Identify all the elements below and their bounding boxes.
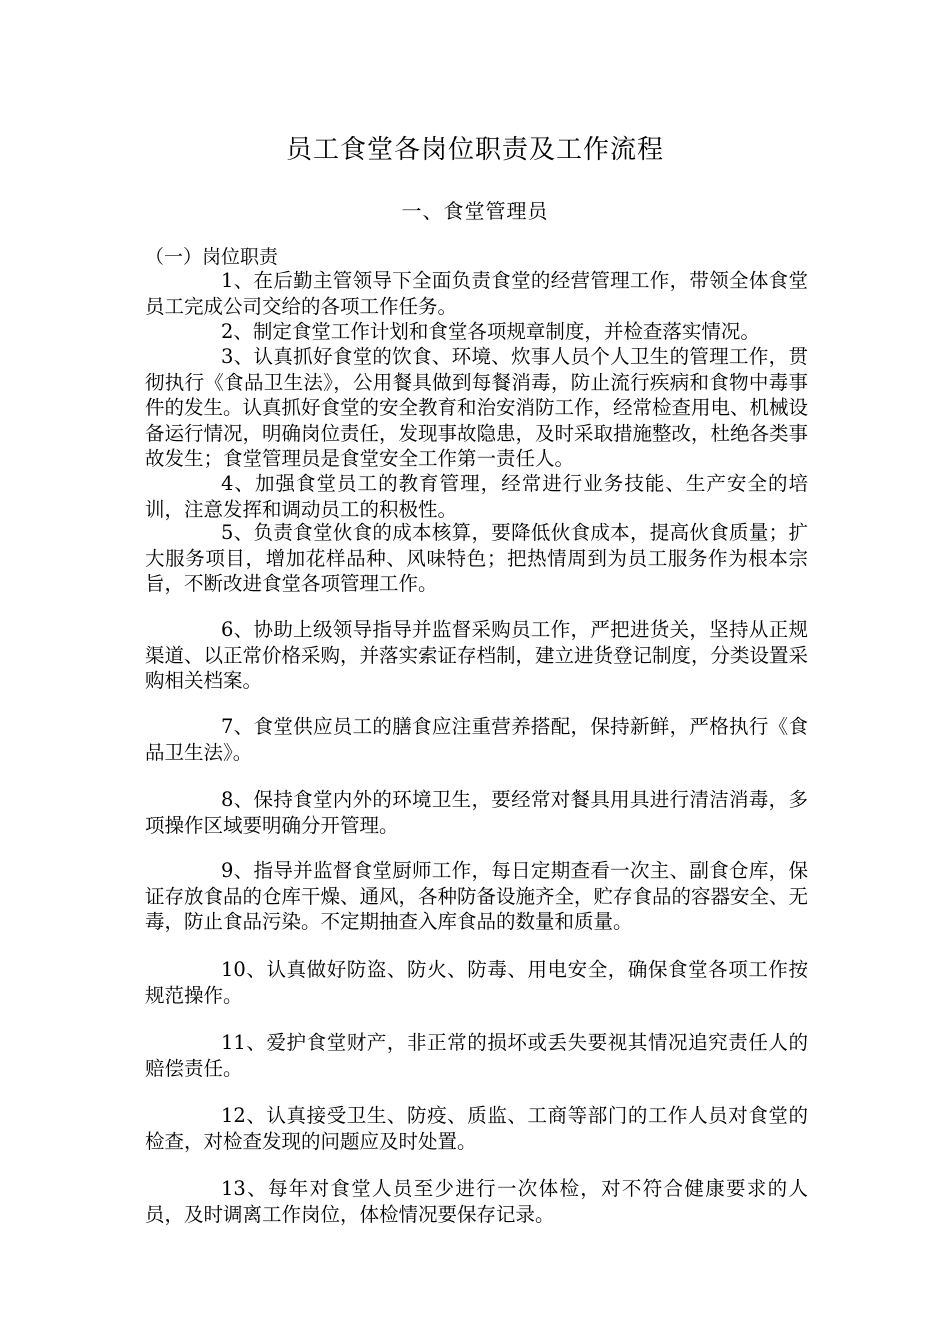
duty-paragraph-3: 3、认真抓好食堂的饮食、环境、炊事人员个人卫生的管理工作，贯彻执行《食品卫生法》，公用餐具做到每餐消毒，防止流行疾病和食物中毒事件的发生。认真抓好食堂的安全教育和治安消防工作，经常检查用电、机械设备运行情况，明确岗位责任，发现事故隐患，及时采取措施整改，杜绝各类事故发生；食堂管理员是食堂安全工作第一责任人。 (145, 345, 809, 470)
duty-paragraph-12: 12、认真接受卫生、防疫、质监、工商等部门的工作人员对食堂的检查，对检查发现的问题应及时处置。 (145, 1104, 808, 1153)
duty-paragraph-2: 2、制定食堂工作计划和食堂各项规章制度，并检查落实情况。 (221, 320, 760, 343)
duty-paragraph-7: 7、食堂供应员工的膳食应注重营养搭配，保持新鲜，严格执行《食品卫生法》。 (145, 715, 808, 764)
duty-paragraph-4: 4、加强食堂员工的教育管理，经常进行业务技能、生产安全的培训，注意发挥和调动员工的积极性。 (145, 472, 808, 521)
duty-paragraph-6: 6、协助上级领导指导并监督采购员工作，严把进货关，坚持从正规渠道、以正常价格采购，并落实索证存档制，建立进货登记制度，分类设置采购相关档案。 (145, 618, 809, 692)
duty-paragraph-1: 1、在后勤主管领导下全面负责食堂的经营管理工作，带领全体食堂员工完成公司交给的各项工作任务。 (145, 269, 808, 318)
subsection-label: （一）岗位职责 (145, 246, 279, 268)
duty-paragraph-11: 11、爱护食堂财产，非正常的损坏或丢失要视其情况追究责任人的赔偿责任。 (145, 1031, 808, 1080)
section-heading: 一、食堂管理员 (401, 199, 549, 223)
duty-paragraph-9: 9、指导并监督食堂厨师工作，每日定期查看一次主、副食仓库，保证存放食品的仓库干燥、通风，各种防备设施齐全，贮存食品的容器安全、无毒，防止食品污染。不定期抽查入库食品的数量和质量。 (145, 859, 809, 933)
duty-paragraph-13: 13、每年对食堂人员至少进行一次体检，对不符合健康要求的人员，及时调离工作岗位，体检情况要保存记录。 (145, 1177, 808, 1226)
duty-paragraph-5: 5、负责食堂伙食的成本核算，要降低伙食成本，提高伙食质量；扩大服务项目，增加花样品种、风味特色；把热情周到为员工服务作为根本宗旨，不断改进食堂各项管理工作。 (145, 521, 808, 595)
duty-paragraph-8: 8、保持食堂内外的环境卫生，要经常对餐具用具进行清洁消毒，多项操作区域要明确分开管理。 (145, 788, 808, 837)
document-title: 员工食堂各岗位职责及工作流程 (285, 135, 664, 165)
duty-paragraph-10: 10、认真做好防盗、防火、防毒、用电安全，确保食堂各项工作按规范操作。 (145, 958, 808, 1007)
